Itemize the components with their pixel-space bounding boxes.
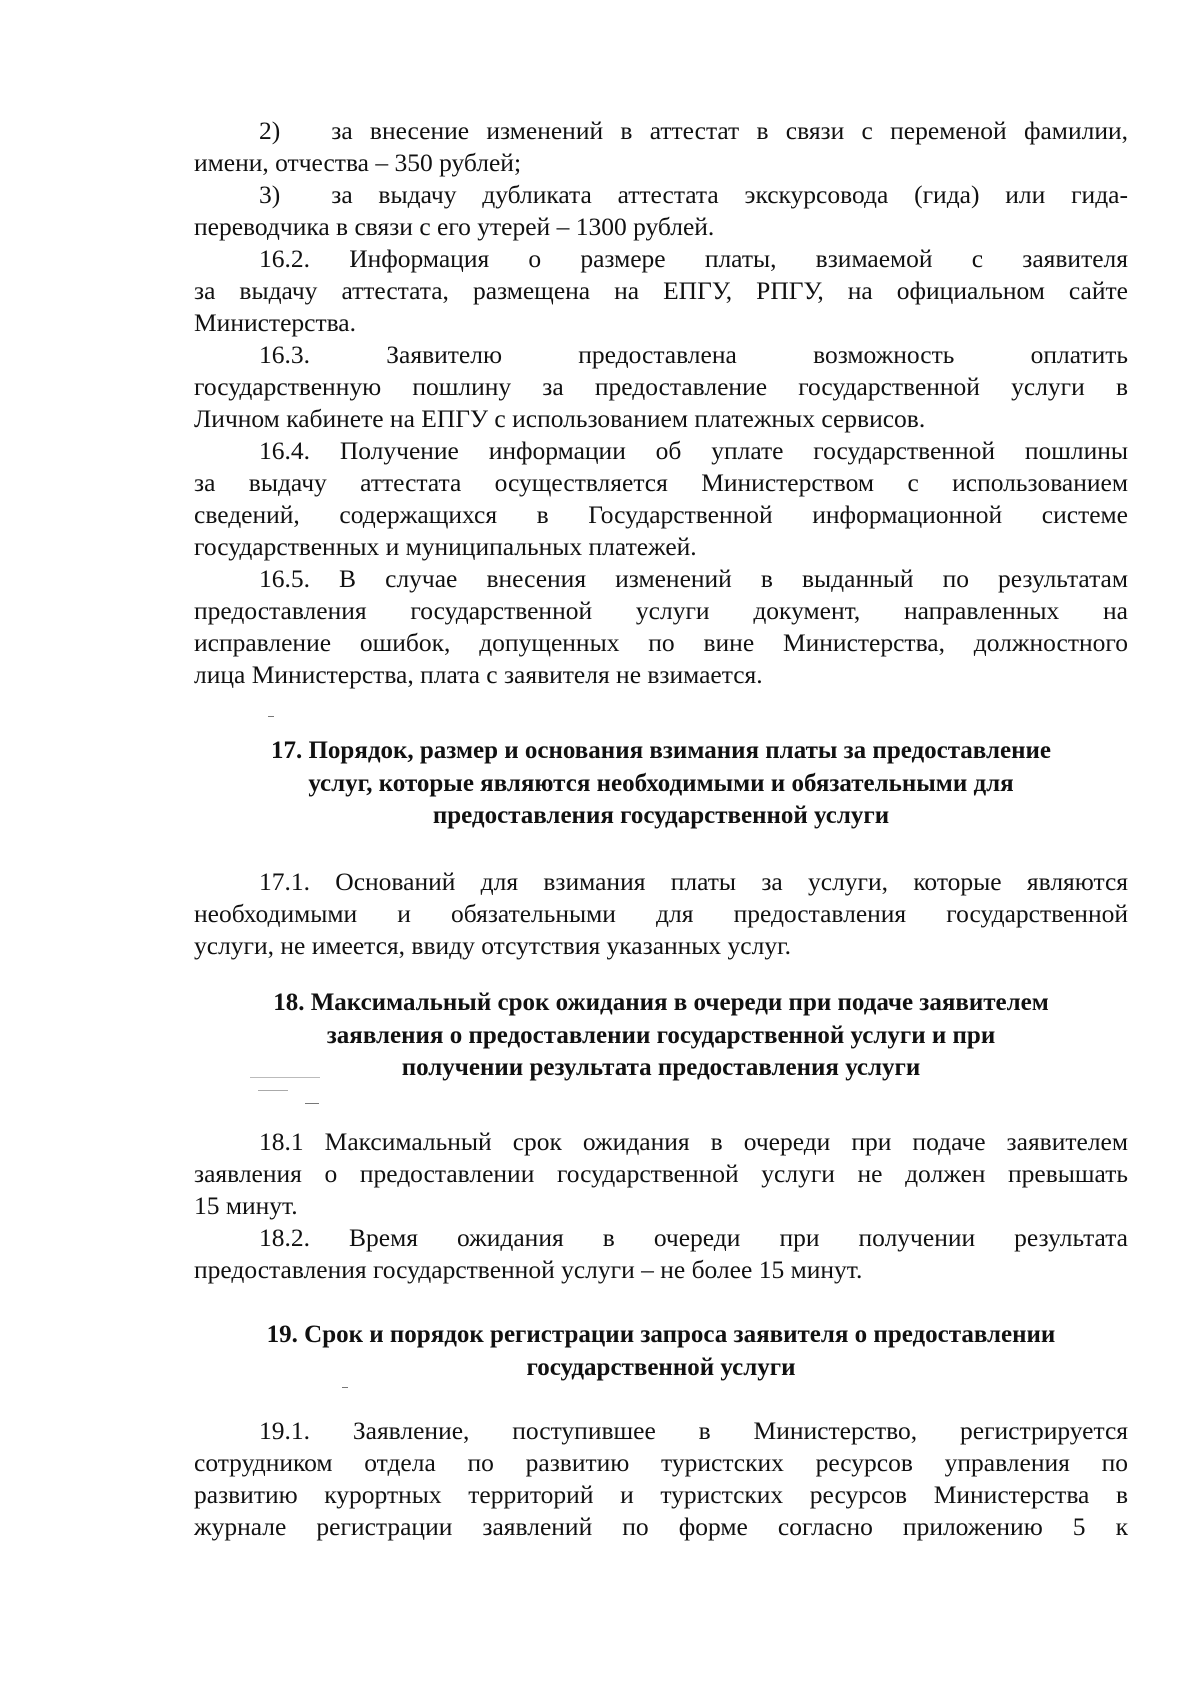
text-line: предоставления государственной услуги – не более 15 минут. — [194, 1255, 863, 1284]
fee-list-paragraph — [194, 115, 1128, 243]
heading-line: получении результата предоставления услуги — [401, 1054, 921, 1081]
text-line: 2) за внесение изменений в аттестат в связи с переменой фамилии, — [259, 116, 1128, 145]
paragraph-18-1 — [194, 1126, 1128, 1222]
heading-line: 18. Максимальный срок ожидания в очереди при подаче заявителем — [273, 989, 1049, 1016]
section-19-heading — [194, 1319, 1128, 1384]
text-line: сотрудником отдела по развитию туристских ресурсов управления по — [194, 1448, 1128, 1477]
scan-artifact — [342, 1387, 348, 1388]
paragraph-18-2 — [194, 1222, 1128, 1286]
text-line: имени, отчества – 350 рублей; — [194, 148, 522, 177]
text-line: развитию курортных территорий и туристских ресурсов Министерства в — [194, 1480, 1128, 1509]
text-line: 16.5. В случае внесения изменений в выданный по результатам — [259, 564, 1128, 593]
text-line: 3) за выдачу дубликата аттестата экскурсовода (гида) или гида- — [259, 180, 1128, 209]
text-line: за выдачу аттестата, размещена на ЕПГУ, РПГУ, на официальном сайте — [194, 276, 1128, 305]
scan-artifact — [250, 1077, 320, 1078]
text-line: исправление ошибок, допущенных по вине Министерства, должностного — [194, 628, 1128, 657]
text-line: предоставления государственной услуги документ, направленных на — [194, 596, 1128, 625]
heading-line: предоставления государственной услуги — [432, 802, 890, 829]
heading-line: заявления о предоставлении государственной услуги и при — [326, 1021, 996, 1049]
heading-line: государственной услуги — [526, 1353, 796, 1381]
text-line: Министерства. — [194, 308, 357, 337]
paragraph-16-5 — [194, 563, 1128, 691]
text-line: 19.1. Заявление, поступившее в Министерство, регистрируется — [259, 1416, 1128, 1445]
text-line: 18.1 Максимальный срок ожидания в очереди при подаче заявителем — [259, 1127, 1128, 1156]
scan-artifact — [268, 716, 274, 717]
text-line: 16.4. Получение информации об уплате государственной пошлины — [259, 436, 1128, 465]
text-line: необходимыми и обязательными для предоставления государственной — [194, 899, 1128, 928]
text-line: 17.1. Оснований для взимания платы за услуги, которые являются — [259, 867, 1128, 896]
text-line: услуги, не имеется, ввиду отсутствия указанных услуг. — [194, 931, 792, 960]
text-line: сведений, содержащихся в Государственной информационной системе — [194, 500, 1128, 529]
paragraph-16-2 — [194, 243, 1128, 339]
text-line: Личном кабинете на ЕПГУ с использованием платежных сервисов. — [194, 404, 926, 433]
text-line: переводчика в связи с его утерей – 1300 рублей. — [194, 212, 715, 241]
text-line: государственных и муниципальных платежей. — [194, 532, 697, 561]
text-line: 18.2. Время ожидания в очереди при получении результата — [259, 1223, 1128, 1252]
scan-artifact — [258, 1090, 288, 1091]
text-line: журнале регистрации заявлений по форме согласно приложению 5 к — [194, 1512, 1128, 1541]
heading-line: 19. Срок и порядок регистрации запроса заявителя о предоставлении — [266, 1321, 1056, 1348]
paragraph-16-4 — [194, 435, 1128, 563]
text-line: лица Министерства, плата с заявителя не взимается. — [194, 660, 763, 689]
text-line: государственную пошлину за предоставление государственной услуги в — [194, 372, 1128, 401]
text-line: 15 минут. — [194, 1191, 298, 1220]
text-line: заявления о предоставлении государственной услуги не должен превышать — [194, 1159, 1128, 1188]
paragraph-17-1 — [194, 866, 1128, 962]
text-line: за выдачу аттестата осуществляется Министерством с использованием — [194, 468, 1128, 497]
heading-line: 17. Порядок, размер и основания взимания платы за предоставление — [270, 737, 1052, 764]
paragraph-19-1 — [194, 1415, 1128, 1543]
scan-artifact — [305, 1103, 319, 1104]
section-17-heading — [194, 735, 1128, 833]
heading-line: услуг, которые являются необходимыми и обязательными для — [308, 769, 1014, 797]
text-line: 16.2. Информация о размере платы, взимаемой с заявителя — [259, 244, 1128, 273]
section-18-heading — [194, 987, 1128, 1085]
paragraph-16-3 — [194, 339, 1128, 435]
text-line: 16.3. Заявителю предоставлена возможность оплатить — [259, 340, 1128, 369]
